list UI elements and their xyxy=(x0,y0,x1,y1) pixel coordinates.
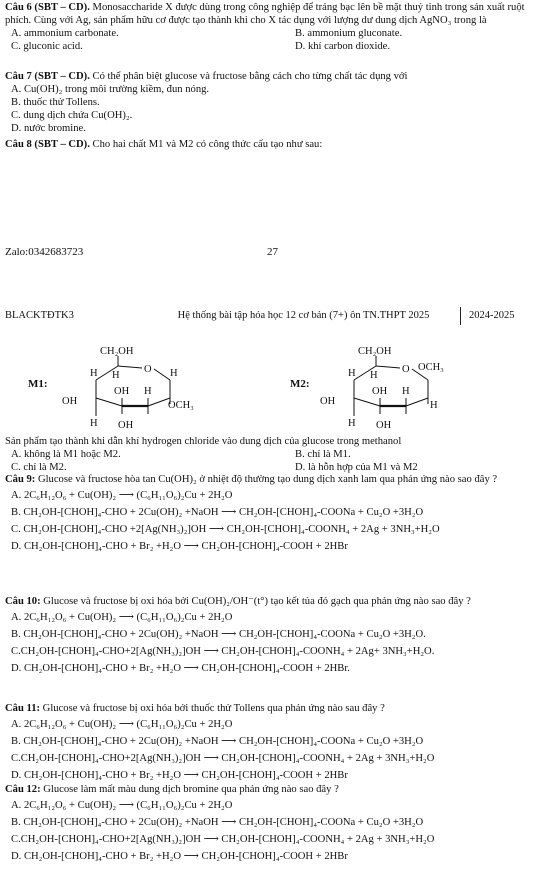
question-text: Glucose làm mất màu dung dịch bromine qua phản ứng nào sao đây ? xyxy=(40,784,339,795)
header-year: 2024-2025 xyxy=(469,309,515,321)
question-text: Glucose và fructose bị oxi hóa bởi thuốc thử Tollens qua phản ứng nào sau đây ? xyxy=(40,703,385,714)
question-11 xyxy=(5,703,537,783)
contact-text: Zalo:0342683723 xyxy=(5,246,84,258)
option-c: C.CH₂OH-[CHOH]₄-CHO+2[Ag(NH₃)₂]OH ⟶ CH₂OH-[CHOH]₄-COONH₄ + 2Ag+ 3NH₃+H₂O. xyxy=(11,645,435,657)
page-footer xyxy=(5,246,537,259)
option-b: B. chỉ là M1. xyxy=(295,448,351,460)
question-12 xyxy=(5,784,537,864)
option-d: D. là hỗn hợp của M1 và M2 xyxy=(295,461,418,473)
page-header xyxy=(5,306,537,326)
option-b: B. CH₂OH-[CHOH]₄-CHO + 2Cu(OH)₂ +NaOH ⟶ CH₂OH-[CHOH]₄-COONa + Cu₂O +3H₂O. xyxy=(11,628,426,640)
oh-label: OH xyxy=(320,396,336,407)
h-label: H xyxy=(112,370,120,381)
question-10 xyxy=(5,596,537,676)
question-text: Sản phẩm tạo thành khi dẫn khí hydrogen chloride vào dung dịch của glucose trong methanol xyxy=(5,436,402,447)
h-label: H xyxy=(90,418,98,429)
h-label: H xyxy=(90,368,98,379)
question-9 xyxy=(5,474,537,554)
question-8-continued xyxy=(5,436,537,475)
h-label: H xyxy=(144,386,152,397)
option-c: C.CH₂OH-[CHOH]₄-CHO+2[Ag(NH₃)₂]OH ⟶ CH₂OH-[CHOH]₄-COONH₄ + 2Ag + 3NH₃+H₂O xyxy=(11,833,435,845)
oh-label: OH xyxy=(114,386,130,397)
option-b: B. thuốc thử Tollens. xyxy=(11,96,100,108)
option-a: A. 2C₆H₁₂O₆ + Cu(OH)₂ ⟶ (C₆H₁₁O₆)₂Cu + 2H₂O xyxy=(11,611,233,623)
och3-label: OCH₃ xyxy=(168,400,194,411)
option-d: D. CH₂OH-[CHOH]₄-CHO + Br₂ +H₂O ⟶ CH₂OH-[CHOH]₄-COOH + 2HBr xyxy=(11,540,348,552)
h-label: H xyxy=(402,386,410,397)
m1-structure xyxy=(60,342,220,432)
option-d: D. CH₂OH-[CHOH]₄-CHO + Br₂ +H₂O ⟶ CH₂OH-[CHOH]₄-COOH + 2HBr. xyxy=(11,662,350,674)
question-text: Cho hai chất M1 và M2 có công thức cấu tạo như sau: xyxy=(89,139,323,150)
option-c: C. chỉ là M2. xyxy=(11,461,67,473)
och3-label: OCH₃ xyxy=(418,362,444,373)
ring-oxygen-label: O xyxy=(144,364,152,375)
oh-label: OH xyxy=(376,420,392,431)
option-a: A. 2C₆H₁₂O₆ + Cu(OH)₂ ⟶ (C₆H₁₁O₆)₂Cu + 2H₂O xyxy=(11,489,233,501)
m2-label: M2: xyxy=(290,378,310,390)
h-label: H xyxy=(348,418,356,429)
question-title: Câu 9: xyxy=(5,474,36,485)
h-label: H xyxy=(348,368,356,379)
question-text: Glucose và fructose bị oxi hóa bởi Cu(OH)₂/OH⁻(t°) tạo kết tủa đỏ gạch qua phản ứng nào sao đây ? xyxy=(40,596,471,607)
question-title: Câu 12: xyxy=(5,784,41,795)
m2-structure xyxy=(318,342,478,432)
question-title: Câu 8 (SBT – CD). xyxy=(5,139,90,150)
option-a: A. Cu(OH)₂ trong môi trường kiềm, đun nóng. xyxy=(11,83,210,95)
option-a: A. ammonium carbonate. xyxy=(11,27,119,39)
option-a: A. 2C₆H₁₂O₆ + Cu(OH)₂ ⟶ (C₆H₁₁O₆)₂Cu + 2H₂O xyxy=(11,718,233,730)
page-number: 27 xyxy=(267,246,278,258)
option-b: B. CH₂OH-[CHOH]₄-CHO + 2Cu(OH)₂ +NaOH ⟶ CH₂OH-[CHOH]₄-COONa + Cu₂O +3H₂O xyxy=(11,735,424,747)
question-title: Câu 6 (SBT – CD). xyxy=(5,2,90,13)
question-text: Monosaccharide X được dùng trong công nghiệp để tráng bạc lên bề mặt thuỷ tinh trong sản xuất ruột phích. Cùng với Ag, sản phẩm hữu cơ được tạo thành khi cho X tác dụng với lượng dư dung dịch AgNO₃ trong là xyxy=(5,2,525,26)
option-a: A. không là M1 hoặc M2. xyxy=(11,448,121,460)
option-c: C. dung dịch chứa Cu(OH)₂. xyxy=(11,109,133,121)
ch2oh-label: CH₂OH xyxy=(358,346,392,357)
ring-oxygen-label: O xyxy=(402,364,410,375)
option-b: B. CH₂OH-[CHOH]₄-CHO + 2Cu(OH)₂ +NaOH ⟶ CH₂OH-[CHOH]₄-COONa + Cu₂O +3H₂O xyxy=(11,816,424,828)
header-left: BLACKTĐTK3 xyxy=(5,309,74,321)
h-label: H xyxy=(170,368,178,379)
h-label: H xyxy=(430,400,438,411)
option-c: C. gluconic acid. xyxy=(11,40,83,52)
header-divider xyxy=(460,307,461,325)
option-c: C.CH₂OH-[CHOH]₄-CHO+2[Ag(NH₃)₂]OH ⟶ CH₂OH-[CHOH]₄-COONH₄ + 2Ag + 3NH₃+H₂O xyxy=(11,752,435,764)
header-title: Hệ thống bài tập hóa học 12 cơ bản (7+) ôn TN.THPT 2025 xyxy=(177,309,430,321)
option-d: D. khí carbon dioxide. xyxy=(295,40,391,52)
question-text: Có thể phân biệt glucose và fructose bằng cách cho từng chất tác dụng với xyxy=(89,71,408,82)
question-title: Câu 10: xyxy=(5,596,41,607)
ch2oh-label: CH₂OH xyxy=(100,346,134,357)
question-title: Câu 7 (SBT – CD). xyxy=(5,71,90,82)
oh-label: OH xyxy=(118,420,134,431)
oh-label: OH xyxy=(62,396,78,407)
question-8 xyxy=(5,139,537,152)
question-6 xyxy=(5,2,537,54)
option-d: D. nước bromine. xyxy=(11,122,86,134)
question-7 xyxy=(5,71,537,136)
option-d: D. CH₂OH-[CHOH]₄-CHO + Br₂ +H₂O ⟶ CH₂OH-[CHOH]₄-COOH + 2HBr xyxy=(11,769,348,781)
m1-label: M1: xyxy=(28,378,48,390)
question-title: Câu 11: xyxy=(5,703,41,714)
oh-label: OH xyxy=(372,386,388,397)
option-a: A. 2C₆H₁₂O₆ + Cu(OH)₂ ⟶ (C₆H₁₁O₆)₂Cu + 2H₂O xyxy=(11,799,233,811)
option-b: B. ammonium gluconate. xyxy=(295,27,403,39)
option-d: D. CH₂OH-[CHOH]₄-CHO + Br₂ +H₂O ⟶ CH₂OH-[CHOH]₄-COOH + 2HBr xyxy=(11,850,348,862)
h-label: H xyxy=(370,370,378,381)
option-c: C. CH₂OH-[CHOH]₄-CHO +2[Ag(NH₃)₂]OH ⟶ CH₂OH-[CHOH]₄-COONH₄ + 2Ag + 3NH₃+H₂O xyxy=(11,523,440,535)
option-b: B. CH₂OH-[CHOH]₄-CHO + 2Cu(OH)₂ +NaOH ⟶ CH₂OH-[CHOH]₄-COONa + Cu₂O +3H₂O xyxy=(11,506,424,518)
question-text: Glucose và fructose hòa tan Cu(OH)₂ ở nhiệt độ thường tạo dung dịch xanh lam qua phản ứng nào sao đây ? xyxy=(35,474,498,485)
